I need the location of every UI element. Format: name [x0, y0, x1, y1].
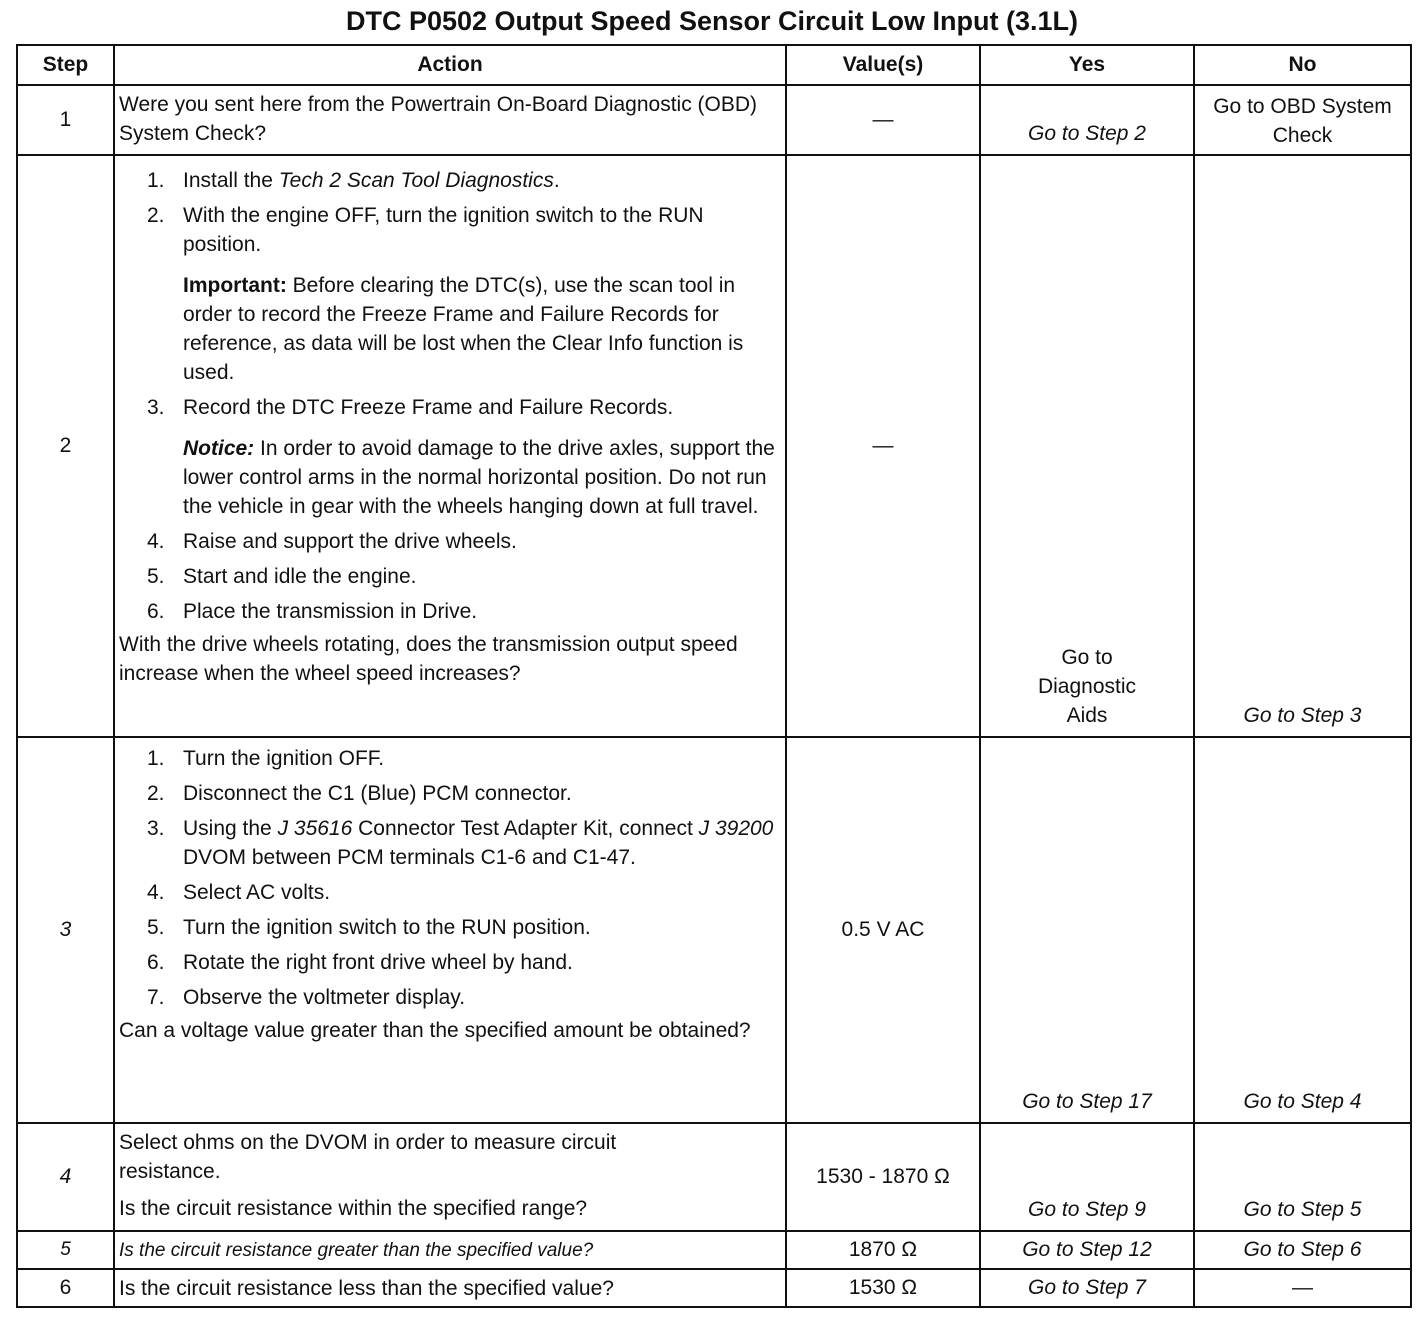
action-cell [114, 737, 786, 1123]
list-item: 5. Turn the ignition switch to the RUN position. [147, 916, 591, 939]
step-number: 6 [17, 1269, 114, 1307]
question-text: Were you sent here from the Powertrain On-Board Diagnostic (OBD) System Check? [119, 93, 758, 145]
yes-cell [980, 1123, 1194, 1231]
list-item: 2. Disconnect the C1 (Blue) PCM connector. [147, 782, 572, 805]
action-cell [114, 85, 786, 155]
yes-result: Go to Diagnostic Aids [1037, 646, 1137, 727]
action-cell [114, 155, 786, 737]
value-cell: 1870 Ω [786, 1231, 980, 1269]
notice-note: Notice: In order to avoid damage to the drive axles, support the lower control arms in the normal horizontal position. Do not run the vehicle in gear with the wheels hanging down at full travel. [183, 437, 775, 518]
question-text: Can a voltage value greater than the specified amount be obtained? [119, 1019, 751, 1042]
step-number: 3 [17, 737, 114, 1123]
value-cell: 1530 Ω [786, 1269, 980, 1307]
table-row [17, 1123, 1411, 1231]
no-result: — [1194, 1269, 1411, 1307]
list-item: 4. Select AC volts. [147, 881, 331, 904]
no-cell [1194, 155, 1411, 737]
list-item: 1. Install the Tech 2 Scan Tool Diagnostics. [147, 169, 560, 192]
table-row [17, 1269, 1411, 1307]
yes-result: Go to Step 9 [1028, 1198, 1146, 1221]
value-cell: 1530 - 1870 Ω [786, 1123, 980, 1231]
action-cell [114, 1123, 786, 1231]
page-title: DTC P0502 Output Speed Sensor Circuit Low Input (3.1L) [345, 6, 1079, 36]
table-row [17, 1231, 1411, 1269]
header-step: Step [17, 45, 114, 85]
list-item: 6. Rotate the right front drive wheel by hand. [147, 951, 573, 974]
no-result: Go to Step 3 [1243, 704, 1362, 727]
table-row [17, 155, 1411, 737]
list-item: 5. Start and idle the engine. [147, 565, 417, 588]
header-row [17, 45, 1411, 85]
list-item: 1. Turn the ignition OFF. [147, 747, 385, 770]
no-result: Go to OBD System Check [1213, 95, 1392, 147]
yes-result: Go to Step 12 [980, 1231, 1194, 1269]
no-result: Go to Step 6 [1194, 1231, 1411, 1269]
list-item: 6. Place the transmission in Drive. [147, 600, 478, 623]
header-no: No [1194, 45, 1411, 85]
instruction-text: Select ohms on the DVOM in order to measure circuit resistance. [119, 1131, 617, 1183]
no-cell [1194, 737, 1411, 1123]
step-number: 4 [17, 1123, 114, 1231]
no-cell [1194, 85, 1411, 155]
list-item: 3. Record the DTC Freeze Frame and Failure Records. [147, 396, 674, 419]
no-result: Go to Step 5 [1243, 1198, 1362, 1221]
yes-result: Go to Step 7 [980, 1269, 1194, 1307]
step-number: 2 [17, 155, 114, 737]
question-text: With the drive wheels rotating, does the transmission output speed increase when the wheel speed increases? [119, 633, 738, 685]
action-cell [114, 1231, 786, 1269]
question-text: Is the circuit resistance greater than the specified value? [119, 1239, 594, 1261]
question-text: Is the circuit resistance within the specified range? [119, 1197, 588, 1220]
header-action: Action [114, 45, 786, 85]
value-cell: — [786, 85, 980, 155]
table-row [17, 737, 1411, 1123]
list-item: 2. With the engine OFF, turn the ignition switch to the RUN position. [147, 204, 704, 256]
table-row [17, 85, 1411, 155]
yes-cell [980, 737, 1194, 1123]
value-cell: 0.5 V AC [786, 737, 980, 1123]
question-text: Is the circuit resistance less than the specified value? [119, 1276, 614, 1300]
action-cell [114, 1269, 786, 1307]
step-number: 5 [17, 1231, 114, 1269]
list-item: 4. Raise and support the drive wheels. [147, 530, 517, 553]
step-number: 1 [17, 85, 114, 155]
header-yes: Yes [980, 45, 1194, 85]
list-item: 7. Observe the voltmeter display. [147, 986, 466, 1009]
yes-result: Go to Step 2 [1028, 122, 1146, 145]
no-cell [1194, 1123, 1411, 1231]
no-result: Go to Step 4 [1243, 1090, 1362, 1113]
yes-cell [980, 155, 1194, 737]
list-item: 3. Using the J 35616 Connector Test Adapter Kit, connect J 39200 DVOM between PCM terminals C1-6 and C1-47. [147, 817, 774, 869]
yes-cell [980, 85, 1194, 155]
yes-result: Go to Step 17 [1022, 1090, 1152, 1113]
value-cell: — [786, 155, 980, 737]
diagnostic-table [16, 44, 1412, 1308]
important-note: Important: Before clearing the DTC(s), use the scan tool in order to record the Freeze Frame and Failure Records for reference, as data will be lost when the Clear Info function is used. [183, 274, 744, 384]
header-values: Value(s) [786, 45, 980, 85]
